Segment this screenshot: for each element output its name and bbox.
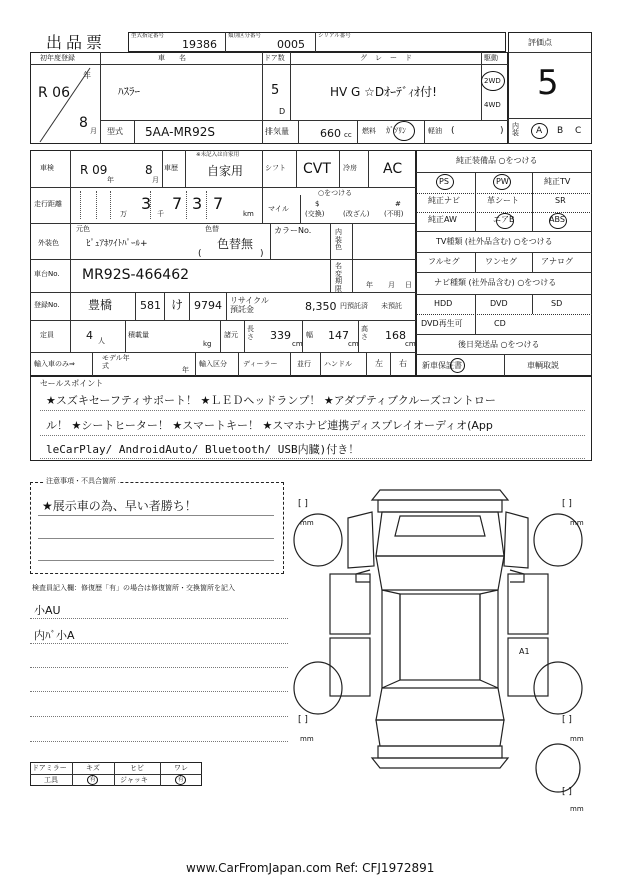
sales-label: セールスポイント [40, 379, 104, 388]
orig-color-label: 元色 [76, 225, 90, 233]
tool-have-1: 有 [90, 777, 96, 783]
interior-a: A [536, 126, 543, 136]
tool-have-2: 有 [178, 777, 184, 783]
reg-label: 登録No. [34, 301, 60, 309]
tv-fullseg: フルセグ [428, 257, 460, 266]
interior-label: 内装 [512, 122, 519, 137]
inspector-line-1: 小AU [34, 604, 61, 617]
chassis-value: MR92S-466462 [82, 267, 190, 283]
mile-label: マイル [268, 205, 289, 213]
bracket-spare: [ ] [562, 787, 572, 797]
mileage-exchange: (交換) [305, 210, 325, 218]
equip-navi: 純正ナビ [428, 196, 460, 205]
interior-b: B [557, 126, 564, 136]
repaint-label: 色替 [205, 225, 219, 233]
model-label: 型式 [107, 127, 123, 136]
mileage-digit-4: 7 [213, 194, 224, 213]
interior-c: C [575, 126, 582, 136]
tool-broken: ワレ [174, 764, 188, 772]
navi-dvd-play: DVD再生可 [421, 319, 463, 328]
load-label: 積載量 [128, 331, 149, 339]
equip-ps-circle [436, 174, 454, 190]
reg-class: 581 [140, 299, 161, 312]
navi-cd: CD [494, 319, 506, 328]
tool-mirror: ドアミラー [32, 764, 67, 772]
grade-label: グレード [360, 54, 420, 62]
import-parallel: 並行 [297, 360, 311, 368]
later-warranty: 新車保証書 [422, 361, 462, 370]
use-label: 車歴 [164, 164, 178, 172]
km-unit: km [243, 210, 254, 218]
mileage-digit-1: 3 [141, 194, 152, 213]
person-unit: 人 [98, 337, 105, 345]
mileage-digit-2: 7 [172, 194, 183, 213]
shaken-value: R 09 [80, 163, 108, 177]
mm-rr: mm [570, 735, 584, 743]
navi-sd: SD [551, 299, 563, 308]
grade-value: HV G ☆Dｵｰﾃﾞｨｵ付! [330, 85, 437, 99]
displacement-label: 排気量 [265, 127, 289, 136]
equip-airbag-circle [496, 213, 514, 229]
year-unit: 年 [83, 71, 91, 80]
mm-fr: mm [570, 519, 584, 527]
equip-pw-circle [493, 174, 511, 190]
drive-2wd-circle [481, 71, 505, 91]
class-label: 類別区分番号 [228, 33, 262, 39]
evaluation-label: 評価点 [528, 38, 552, 47]
door-count: 5 [271, 83, 280, 98]
car-name-label: 車名 [158, 54, 200, 62]
fuel-gasoline: ｶﾞｿﾘﾝ [386, 126, 406, 135]
first-reg-month: 8 [79, 115, 88, 131]
inspector-line-2: 内ﾊﾞ小A [34, 629, 75, 642]
serial-label: シリアル番号 [318, 33, 351, 39]
equip-ps: PS [439, 177, 449, 186]
tool-tool: 工具 [44, 776, 58, 784]
inspector-label: 検査員記入欄：修復歴「有」の場合は修復箇所・交換箇所を記入 [32, 584, 235, 592]
car-diagram [290, 478, 610, 818]
tv-oneseg: ワンセグ [485, 257, 517, 266]
color-no-label: カラーNo. [274, 226, 312, 235]
name-change-label: 名変期限 [335, 262, 342, 294]
mm-spare: mm [570, 805, 584, 813]
first-reg-label: 初年度登録 [40, 54, 75, 62]
use-note: ※未記入は自家用 [196, 152, 240, 158]
diagonal-divider [30, 64, 100, 144]
mileage-hash: # [395, 200, 401, 208]
chassis-label: 車台No. [34, 270, 60, 278]
import-label: 輸入車のみ⇒ [34, 360, 75, 368]
drive-label: 駆動 [484, 54, 498, 62]
shift-value: CVT [303, 161, 331, 177]
kg-unit: kg [203, 340, 212, 348]
equip-airbag: エアB [493, 215, 515, 224]
name-change-day: 日 [405, 281, 412, 289]
shaken-label: 車検 [40, 164, 54, 172]
mm-rl: mm [300, 735, 314, 743]
notes-line-1: ★展示車の為、早い者勝ち！ [42, 499, 197, 513]
diesel-paren-close: ) [500, 126, 504, 136]
door-label: ドア数 [264, 54, 285, 62]
navi-hdd: HDD [434, 299, 453, 308]
equip-abs: ABS [549, 215, 565, 224]
bracket-rr: [ ] [562, 715, 572, 725]
width-value: 147 [328, 329, 349, 342]
notes-label: 注意事項・不具合箇所 [46, 477, 116, 485]
length-label: 長さ [247, 325, 254, 341]
tool-jack: ジャッキ [120, 776, 148, 784]
interior-color-label: 内装色 [335, 228, 342, 252]
fuel-circle [393, 121, 415, 141]
name-change-month: 月 [388, 281, 395, 289]
man-unit: 万 [120, 210, 127, 218]
interior-a-circle [531, 123, 548, 139]
type-label: 型式指定番号 [131, 33, 165, 39]
warranty-circle [450, 358, 465, 373]
tool-crack: ヒビ [130, 764, 144, 772]
shaken-month: 8 [145, 163, 153, 177]
equip-tv: 純正TV [544, 177, 571, 186]
length-value: 339 [270, 329, 291, 342]
diesel-paren-open: ( [451, 126, 455, 136]
tv-analog: アナログ [541, 257, 573, 266]
mileage-dollar: $ [315, 200, 320, 208]
handle-right: 右 [399, 359, 407, 368]
length-cm: cm [292, 340, 303, 348]
import-dealer: ディーラー [243, 360, 278, 368]
ac-value: AC [383, 161, 403, 177]
type-number: 19386 [182, 38, 217, 51]
displacement-value: 660 [320, 127, 341, 140]
later-label: 後日発送品 ○をつける [458, 340, 540, 349]
use-value: 自家用 [207, 164, 244, 178]
tv-type-label: TV種類 (社外品含む) ○をつける [436, 237, 553, 246]
sen-unit: 千 [157, 210, 164, 218]
navi-dvd: DVD [490, 299, 508, 308]
color-label: 外装色 [38, 239, 59, 247]
capacity-value: 4 [86, 329, 93, 342]
tool-have-2-circle [175, 775, 186, 785]
height-label: 高さ [361, 325, 368, 341]
sales-line-1: ★スズキセーフティサポート！ ★ＬＥＤヘッドランプ！ ★アダプティブクルーズコントロー [46, 394, 496, 407]
orig-color-value: ﾋﾟｭｱﾎﾜｲﾄﾊﾟｰﾙ+ [86, 239, 148, 249]
shaken-year-unit: 年 [107, 176, 114, 184]
repaint-paren-close: ) [260, 249, 264, 259]
drive-2wd: 2WD [484, 77, 501, 85]
shift-label: シフト [265, 164, 286, 172]
handle-label: ハンドル [324, 360, 352, 368]
later-manual: 車輌取説 [527, 361, 559, 370]
capacity-label: 定員 [40, 331, 54, 339]
equip-aw: 純正AW [428, 215, 457, 224]
class-number: 0005 [277, 38, 305, 51]
equip-leather: 革シート [487, 196, 519, 205]
mileage-digit-3: 3 [192, 194, 203, 213]
mm-fl: mm [300, 519, 314, 527]
page-title: 出品票 [46, 33, 107, 52]
reg-kana: け [171, 298, 184, 312]
door-type: D [279, 107, 286, 116]
drive-4wd: 4WD [484, 101, 501, 109]
damage-a1: A1 [519, 647, 530, 656]
sales-line-3: leCarPlay/ AndroidAuto/ Bluetooth/ USB内臓)付き！ [46, 443, 360, 456]
ac-label: 冷房 [343, 164, 357, 172]
mileage-unknown: (不明) [384, 210, 404, 218]
handle-left: 左 [375, 359, 383, 368]
mileage-circle-note: ○をつける [318, 189, 353, 197]
tool-scratch: キズ [86, 764, 100, 772]
car-name: ﾊｽﾗｰ [118, 85, 140, 98]
bracket-rl: [ ] [298, 715, 308, 725]
oem-label: 純正装備品 ○をつける [456, 156, 538, 165]
bracket-fl: [ ] [298, 499, 308, 509]
cc-unit: cc [344, 131, 352, 139]
model-year-unit: 年 [182, 366, 189, 374]
equip-sr: SR [555, 196, 566, 205]
sales-line-2: ル！ ★シートヒーター！ ★スマートキー！ ★スマホナビ連携ディスプレイオーディオ(App [46, 419, 493, 432]
diesel-label: 軽油 [428, 127, 442, 135]
model-value: 5AA-MR92S [145, 125, 216, 139]
recycle-label: リサイクル預託金 [230, 296, 269, 315]
month-unit: 月 [90, 127, 97, 135]
recycle-unit: 円預託済 [340, 302, 368, 310]
footer-watermark: www.CarFromJapan.com Ref: CFJ1972891 [186, 861, 435, 875]
width-cm: cm [348, 340, 359, 348]
equip-pw: PW [496, 177, 509, 186]
equip-abs-circle [549, 213, 567, 229]
name-change-year: 年 [366, 281, 373, 289]
height-value: 168 [385, 329, 406, 342]
navi-type-label: ナビ種類 (社外品含む) ○をつける [434, 278, 557, 287]
import-class-label: 輸入区分 [199, 360, 227, 368]
repaint-value: 色替無 [217, 237, 254, 251]
mileage-label: 走行距離 [34, 200, 62, 208]
recycle-amount: 8,350 [305, 300, 337, 313]
reg-area: 豊橋 [88, 298, 113, 312]
evaluation-score: 5 [537, 63, 559, 103]
reg-number: 9794 [194, 299, 222, 312]
height-cm: cm [405, 340, 416, 348]
tool-have-1-circle [87, 775, 98, 785]
dim-label: 諸元 [224, 331, 238, 339]
bracket-fr: [ ] [562, 499, 572, 509]
fuel-label: 燃料 [362, 127, 376, 135]
first-reg-year: R 06 [38, 85, 70, 101]
recycle-unpaid: 未預託 [381, 302, 402, 310]
shaken-month-unit: 月 [152, 176, 159, 184]
width-label: 幅 [306, 331, 313, 339]
model-year-label: モデル年式 [102, 354, 130, 370]
repaint-paren-open: ( [198, 249, 202, 259]
mileage-tampered: (改ざん) [343, 210, 370, 218]
